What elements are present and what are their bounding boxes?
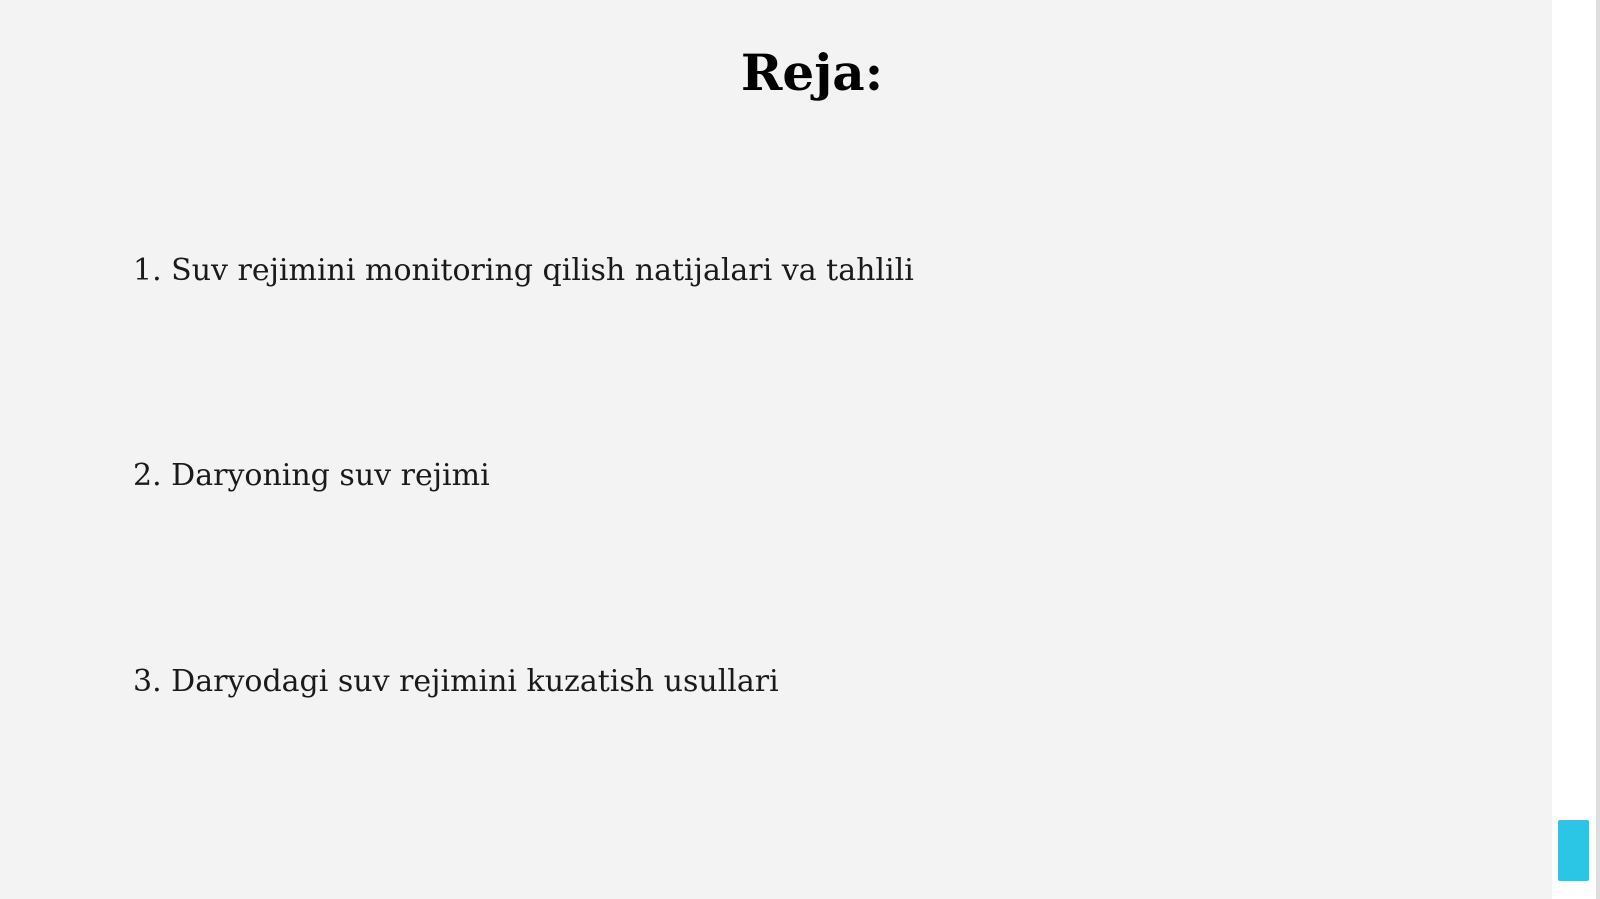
slide-title: Reja: (740, 43, 884, 102)
plan-item-3: 3. Daryodagi suv rejimini kuzatish usullari (133, 664, 779, 699)
plan-item-1: 1. Suv rejimini monitoring qilish natijalari va tahlili (133, 253, 914, 288)
side-panel (1552, 0, 1600, 899)
side-tab-button[interactable] (1558, 820, 1589, 881)
plan-item-2: 2. Daryoning suv rejimi (133, 458, 490, 493)
side-divider (1596, 0, 1600, 899)
